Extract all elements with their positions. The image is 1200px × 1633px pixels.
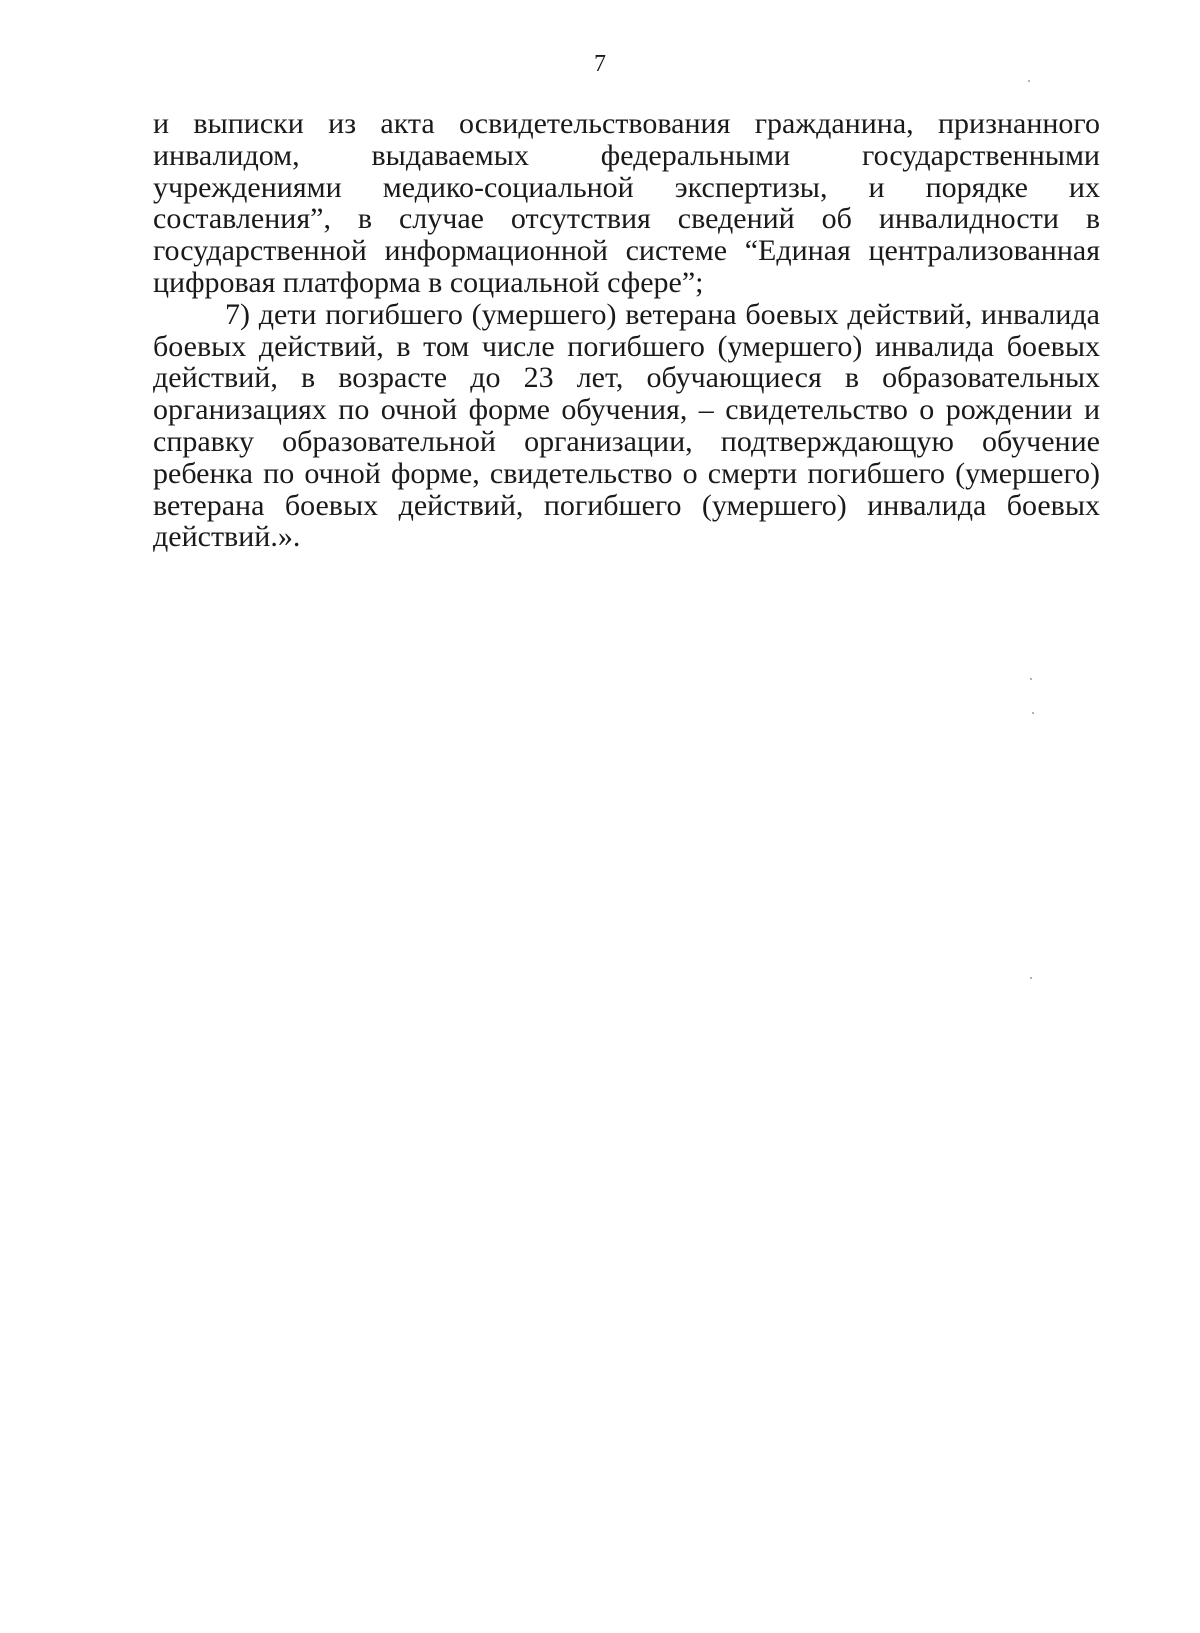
paragraph-continuation: и выписки из акта освидетельствования гражданина, признанного инвалидом, выдаваемых федеральными государственными учреждениями медико-социальной экспертизы, и порядке их составления”, в случае отсутствия сведений об инвалидности в государственной информационной системе “Единая централизованная цифровая платформа в социальной сфере”; <box>153 107 1100 299</box>
scan-speck <box>1030 977 1032 979</box>
paragraph-item-7: 7) дети погибшего (умершего) ветерана боевых действий, инвалида боевых действий, в том числе погибшего (умершего) инвалида боевых действий, в возрасте до 23 лет, обучающиеся в образовательных организациях по очной форме обучения, – свидетельство о рождении и справку образовательной организации, подтверждающую обучение ребенка по очной форме, свидетельство о смерти погибшего (умершего) ветерана боевых действий, погибшего (умершего) инвалида боевых действий.». <box>153 297 1100 554</box>
scan-speck <box>1032 712 1034 714</box>
page-number: 7 <box>594 51 606 77</box>
document-body <box>153 108 1100 553</box>
scan-speck <box>1030 678 1032 680</box>
scan-speck <box>1028 80 1030 82</box>
